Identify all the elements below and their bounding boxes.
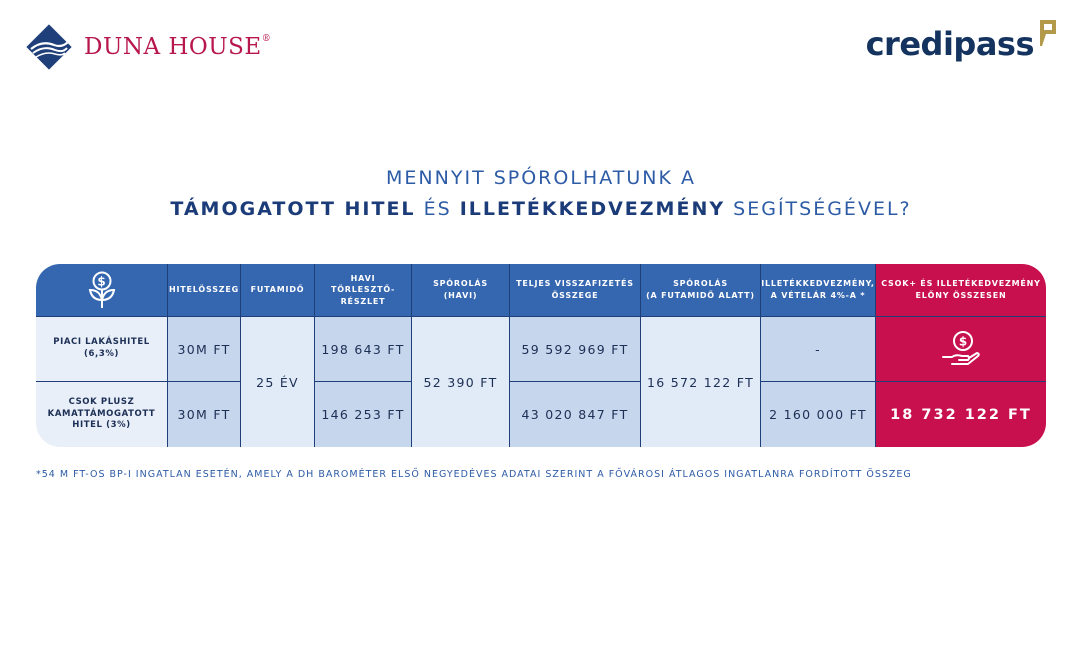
header-sporolas-havi: SPÓROLÁS (HAVI)	[412, 264, 509, 316]
hand-coin-icon	[940, 329, 982, 369]
footnote: *54 M FT-OS BP-I INGATLAN ESETÉN, AMELY A DH BAROMÉTER ELSŐ NEGYEDÉVES ADATAI SZERINT A FŐVÁROSI ÁTLAGOS INGATLANRA FORDÍTOTT ÖSSZEG	[36, 469, 912, 480]
cell-illetek-piaci: -	[761, 317, 875, 381]
credipass-wordmark: credipass	[865, 25, 1034, 63]
money-plant-icon	[80, 268, 124, 312]
row-label-csok: CSOK PLUSZ KAMATTÁMOGATOTT HITEL (3%)	[36, 382, 167, 447]
header-icon-cell	[36, 264, 167, 316]
header-teljes-visszafizetes: TELJES VISSZAFIZETÉS ÖSSZEGE	[510, 264, 640, 316]
cell-teljes-csok: 43 020 847 FT	[510, 382, 640, 447]
cell-hitelosszeg-csok: 30M FT	[168, 382, 240, 447]
page-title-line-2: TÁMOGATOTT HITEL ÉS ILLETÉKKEDVEZMÉNY SEGÍTSÉGÉVEL?	[170, 198, 912, 220]
credipass-mark-icon	[1036, 18, 1058, 48]
svg-text:$: $	[96, 274, 107, 289]
cell-sporolas-futamido-merged: 16 572 122 FT	[641, 317, 760, 447]
cell-futamido-merged: 25 ÉV	[241, 317, 314, 447]
header-hitelosszeg: HITELÖSSZEG	[168, 264, 240, 316]
cell-teljes-piaci: 59 592 969 FT	[510, 317, 640, 381]
header-havi-torleszto: HAVI TÖRLESZTŐ- RÉSZLET	[315, 264, 411, 316]
credipass-logo	[865, 18, 1058, 63]
svg-text:$: $	[958, 334, 968, 349]
cell-havi-csok: 146 253 FT	[315, 382, 411, 447]
duna-house-wordmark: DUNA HOUSE®	[84, 34, 272, 60]
duna-house-emblem-icon	[22, 20, 76, 74]
cell-total-icon	[876, 317, 1046, 381]
duna-house-logo	[22, 20, 271, 74]
row-label-piaci: PIACI LAKÁSHITEL (6,3%)	[36, 317, 167, 381]
header-sporolas-futamido: SPÓROLÁS (A FUTAMIDŐ ALATT)	[641, 264, 760, 316]
page-title-line-1: MENNYIT SPÓROLHATUNK A	[386, 167, 696, 189]
cell-sporolas-havi-merged: 52 390 FT	[412, 317, 509, 447]
comparison-table	[36, 264, 1046, 447]
header-futamido: FUTAMIDŐ	[241, 264, 314, 316]
cell-illetek-csok: 2 160 000 FT	[761, 382, 875, 447]
cell-hitelosszeg-piaci: 30M FT	[168, 317, 240, 381]
cell-havi-piaci: 198 643 FT	[315, 317, 411, 381]
header-csok-osszesen: CSOK+ ÉS ILLETÉKEDVEZMÉNY ELŐNY ÖSSZESEN	[876, 264, 1046, 316]
cell-total-value: 18 732 122 FT	[876, 382, 1046, 447]
header-illetekkedvezmeny: ILLETÉKKEDVEZMÉNY, A VÉTELÁR 4%-A *	[761, 264, 875, 316]
